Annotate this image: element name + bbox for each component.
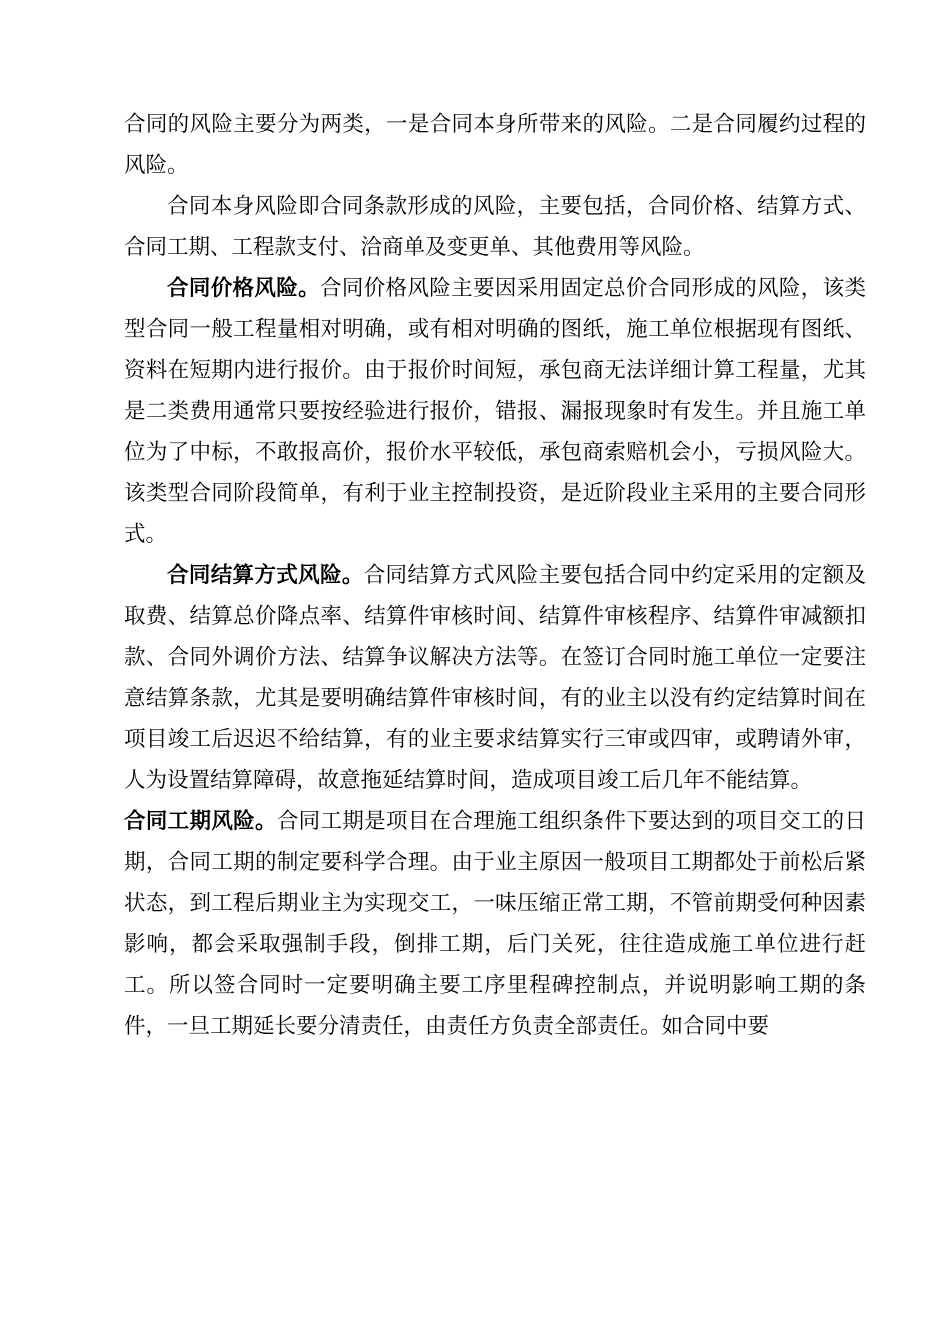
paragraph-lead-heading: 合同价格风险。 xyxy=(167,276,320,301)
paragraph-text: 合同的风险主要分为两类，一是合同本身所带来的风险。二是合同履约过程的风险。 xyxy=(124,112,866,178)
paragraph-contract-schedule-risk xyxy=(124,801,866,1047)
document-page xyxy=(124,104,866,1047)
paragraph-contract-price-risk xyxy=(124,268,866,555)
paragraph-text: 合同本身风险即合同条款形成的风险，主要包括，合同价格、结算方式、合同工期、工程款支付、洽商单及变更单、其他费用等风险。 xyxy=(124,194,866,260)
paragraph-text: 合同结算方式风险主要包括合同中约定采用的定额及取费、结算总价降点率、结算件审核时间、结算件审核程序、结算件审减额扣款、合同外调价方法、结算争议解决方法等。在签订合同时施工单位一定要注意结算条款，尤其是要明确结算件审核时间，有的业主以没有约定结算时间在项目竣工后迟迟不给结算，有的业主要求结算实行三审或四审，或聘请外审，人为设置结算障碍，故意拖延结算时间，造成项目竣工后几年不能结算。 xyxy=(124,563,866,793)
paragraph-text: 合同价格风险主要因采用固定总价合同形成的风险，该类型合同一般工程量相对明确，或有相对明确的图纸，施工单位根据现有图纸、资料在短期内进行报价。由于报价时间短，承包商无法详细计算工程量，尤其是二类费用通常只要按经验进行报价，错报、漏报现象时有发生。并且施工单位为了中标，不敢报高价，报价水平较低，承包商索赔机会小，亏损风险大。该类型合同阶段简单，有利于业主控制投资，是近阶段业主采用的主要合同形式。 xyxy=(124,276,866,547)
paragraph-settlement-method-risk xyxy=(124,555,866,801)
paragraph-contract-risk-types xyxy=(124,104,866,186)
paragraph-lead-heading: 合同工期风险。 xyxy=(124,809,277,834)
paragraph-contract-inherent-risk xyxy=(124,186,866,268)
paragraph-text: 合同工期是项目在合理施工组织条件下要达到的项目交工的日期，合同工期的制定要科学合理。由于业主原因一般项目工期都处于前松后紧状态，到工程后期业主为实现交工，一味压缩正常工期，不管前期受何种因素影响，都会采取强制手段，倒排工期，后门关死，往往造成施工单位进行赶工。所以签合同时一定要明确主要工序里程碑控制点，并说明影响工期的条件，一旦工期延长要分清责任，由责任方负责全部责任。如合同中要 xyxy=(124,809,866,1039)
paragraph-lead-heading: 合同结算方式风险。 xyxy=(167,563,364,588)
